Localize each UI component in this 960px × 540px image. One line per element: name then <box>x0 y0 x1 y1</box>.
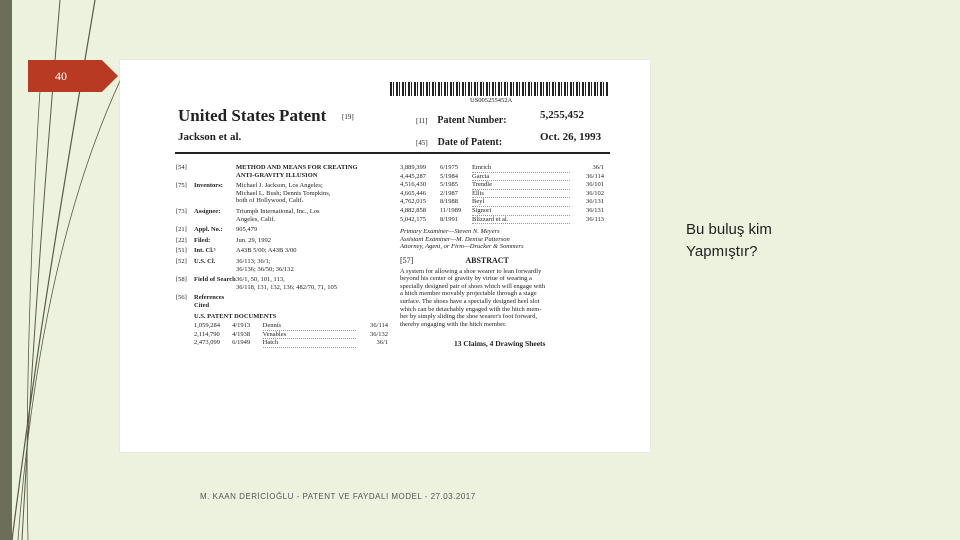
abstract-line: thereby engaging with the hitch member. <box>400 320 507 328</box>
field-values <box>236 182 388 205</box>
examiner-line: Attorney, Agent, or Firm—Drucker & Sommers <box>400 243 524 251</box>
examiner-line: Primary Examiner—Steven N. Meyers <box>400 228 500 236</box>
field-values <box>236 276 388 291</box>
field-label: Assignee: <box>194 207 221 215</box>
patent-field <box>176 276 388 291</box>
abstract-line: surface. The shoes have a specially designed heel slot <box>400 297 540 305</box>
patent-date-row <box>416 132 502 150</box>
patent-authors: Jackson et al. <box>178 131 242 143</box>
field-line: both of Hollywood, Calif. <box>236 197 304 205</box>
reference-row <box>400 181 612 190</box>
ref-name: Blizzard et al. <box>472 216 570 225</box>
patent-date-label: Date of Patent: <box>437 137 503 148</box>
ref-number: 1,059,284 <box>194 322 220 330</box>
refs-heading: U.S. PATENT DOCUMENTS <box>194 312 277 320</box>
field-line: 905,479 <box>236 226 258 234</box>
patent-field <box>176 208 388 223</box>
patent-date-code: [45] <box>416 139 428 147</box>
ref-name: Hatch <box>263 339 356 348</box>
question-text <box>686 219 772 263</box>
field-code: [75] <box>176 182 187 190</box>
ref-number: 3,889,399 <box>400 164 426 171</box>
ref-number: 4,516,430 <box>400 181 426 189</box>
ref-date: 5/1984 <box>440 172 459 180</box>
ref-number: 4,445,287 <box>400 172 426 180</box>
ref-number: 4,882,858 <box>400 206 426 214</box>
patent-field <box>176 226 388 234</box>
ref-class: 36/114 <box>586 172 604 180</box>
ref-class: 36/1 <box>376 339 388 347</box>
field-values <box>236 247 388 255</box>
ref-date: 5/1985 <box>440 181 459 189</box>
ref-class: 36/114 <box>370 322 388 330</box>
reference-row <box>400 173 612 182</box>
ref-name: Beyl <box>472 198 570 207</box>
reference-row <box>400 190 612 199</box>
reference-row <box>194 331 388 340</box>
ref-number: 4,762,015 <box>400 198 426 206</box>
reference-row <box>400 216 612 225</box>
reference-row <box>400 164 612 173</box>
ref-class: 36/131 <box>585 206 604 214</box>
ref-name: Trendle <box>472 181 570 190</box>
ref-name: Venables <box>263 331 356 340</box>
ref-name: Dennis <box>263 322 356 331</box>
barcode-text: US005255452A <box>470 97 513 104</box>
field-code: [56] <box>176 294 187 302</box>
patent-left-column <box>176 164 388 348</box>
field-values <box>236 294 388 309</box>
reference-row <box>400 198 612 207</box>
field-line: A43B 5/00; A43B 3/00 <box>236 247 297 255</box>
ref-date: 6/1949 <box>232 339 251 347</box>
examiner-line: Assistant Examiner—M. Denise Patterson <box>400 235 510 243</box>
patent-date: Oct. 26, 1993 <box>540 131 602 143</box>
field-code: [58] <box>176 276 187 284</box>
slide-footer: M. KAAN DERİCİOĞLU - PATENT VE FAYDALI MODEL - 27.03.2017 <box>200 492 476 501</box>
barcode <box>390 82 608 96</box>
field-values <box>236 258 388 273</box>
patent-image <box>120 60 650 452</box>
field-label: Appl. No.: <box>194 226 223 234</box>
claims: 13 Claims, 4 Drawing Sheets <box>454 339 546 349</box>
patent-number: 5,255,452 <box>540 109 584 121</box>
field-label: Filed: <box>194 236 211 244</box>
field-label: References Cited <box>194 294 225 309</box>
patent-field <box>176 258 388 273</box>
field-line: Jun. 29, 1992 <box>236 236 272 244</box>
abstract-line: specially designed pair of shoes which will engage with <box>400 282 546 290</box>
field-line: ANTI-GRAVITY ILLUSION <box>236 171 318 179</box>
patent-right-column <box>400 164 612 348</box>
ref-name: Emrich <box>472 164 570 173</box>
field-line: 36/118, 131, 132, 136; 482/70, 71, 105 <box>236 283 338 291</box>
header-rule <box>175 152 610 154</box>
field-code: [22] <box>176 236 187 244</box>
field-values <box>236 237 388 245</box>
ref-number: 2,473,099 <box>194 339 220 347</box>
ref-class: 36/131 <box>585 198 604 206</box>
ref-date: 8/1991 <box>440 215 459 223</box>
ref-number: 2,114,790 <box>194 330 220 338</box>
field-label <box>194 164 236 179</box>
ref-date: 8/1988 <box>440 198 459 206</box>
patent-number-label: Patent Number: <box>437 115 507 126</box>
field-code: [54] <box>176 164 187 171</box>
ref-name: Garcia <box>472 173 570 182</box>
abstract-code: [57] <box>400 255 414 265</box>
abstract-line: beyond his center of gravity by virtue of wearing a <box>400 275 532 283</box>
ref-name: Ellis <box>472 190 570 199</box>
abstract-line: a hitch member movably projectable through a stage <box>400 290 537 298</box>
abstract-line: which can be detachably engaged with the hitch mem- <box>400 305 542 313</box>
field-label: Inventors: <box>194 182 223 190</box>
ref-class: 36/102 <box>585 189 604 197</box>
patent-field <box>176 247 388 255</box>
abstract-line: ber by simply sliding the shoe wearer's foot forward, <box>400 313 538 321</box>
ref-class: 36/132 <box>369 330 388 338</box>
field-code: [73] <box>176 207 187 215</box>
field-label: Int. Cl.⁵ <box>194 247 216 255</box>
ref-date: 6/1975 <box>440 164 459 171</box>
slide-number: 40 <box>55 69 67 83</box>
field-code: [21] <box>176 226 187 234</box>
patent-field <box>176 164 388 179</box>
ref-number: 5,042,175 <box>400 215 426 223</box>
ref-date: 2/1987 <box>440 189 459 197</box>
patent-title: United States Patent <box>178 106 327 125</box>
abstract-title: ABSTRACT <box>465 255 509 265</box>
field-code: [51] <box>176 247 187 255</box>
field-label: U.S. Cl. <box>194 257 216 265</box>
patent-number-row <box>416 110 507 128</box>
ref-class: 36/113 <box>586 215 604 223</box>
ref-class: 36/101 <box>585 181 604 189</box>
abstract-line: A system for allowing a shoe wearer to lean forwardly <box>400 267 542 275</box>
field-line: 36/1, 50, 101, 113, <box>236 276 285 284</box>
patent-title-code: [19] <box>342 113 354 121</box>
field-line: Triumph International, Inc., Los <box>236 207 320 215</box>
reference-row <box>400 207 612 216</box>
ref-date: 4/1938 <box>232 330 251 338</box>
patent-field <box>176 294 388 309</box>
field-values <box>236 164 388 179</box>
field-line: Michael J. Jackson, Los Angeles; <box>236 182 323 190</box>
field-line: 36/113; 36/1; <box>236 257 271 265</box>
ref-number: 4,665,446 <box>400 189 426 197</box>
field-label: Field of Search <box>194 276 236 284</box>
ref-name: Signori <box>472 207 570 216</box>
ref-class: 36/1 <box>592 164 604 171</box>
question-line-1: Bu buluş kim <box>686 221 772 238</box>
field-code: [52] <box>176 257 187 265</box>
ref-date: 11/1989 <box>440 206 462 214</box>
abstract-heading <box>400 257 612 265</box>
reference-row <box>194 339 388 348</box>
ref-date: 4/1913 <box>232 322 251 330</box>
question-line-2: Yapmıştır? <box>686 243 758 260</box>
field-line: METHOD AND MEANS FOR CREATING <box>236 164 358 171</box>
field-line: Angeles, Calif. <box>236 215 276 223</box>
field-line: 36/136; 36/50; 36/132 <box>236 265 294 273</box>
reference-row <box>194 322 388 331</box>
patent-number-code: [11] <box>416 117 428 125</box>
patent-field <box>176 182 388 205</box>
field-line: Michael L. Bush; Dennis Tompkins, <box>236 189 331 197</box>
patent-field <box>176 237 388 245</box>
field-values <box>236 226 388 234</box>
field-values <box>236 208 388 223</box>
